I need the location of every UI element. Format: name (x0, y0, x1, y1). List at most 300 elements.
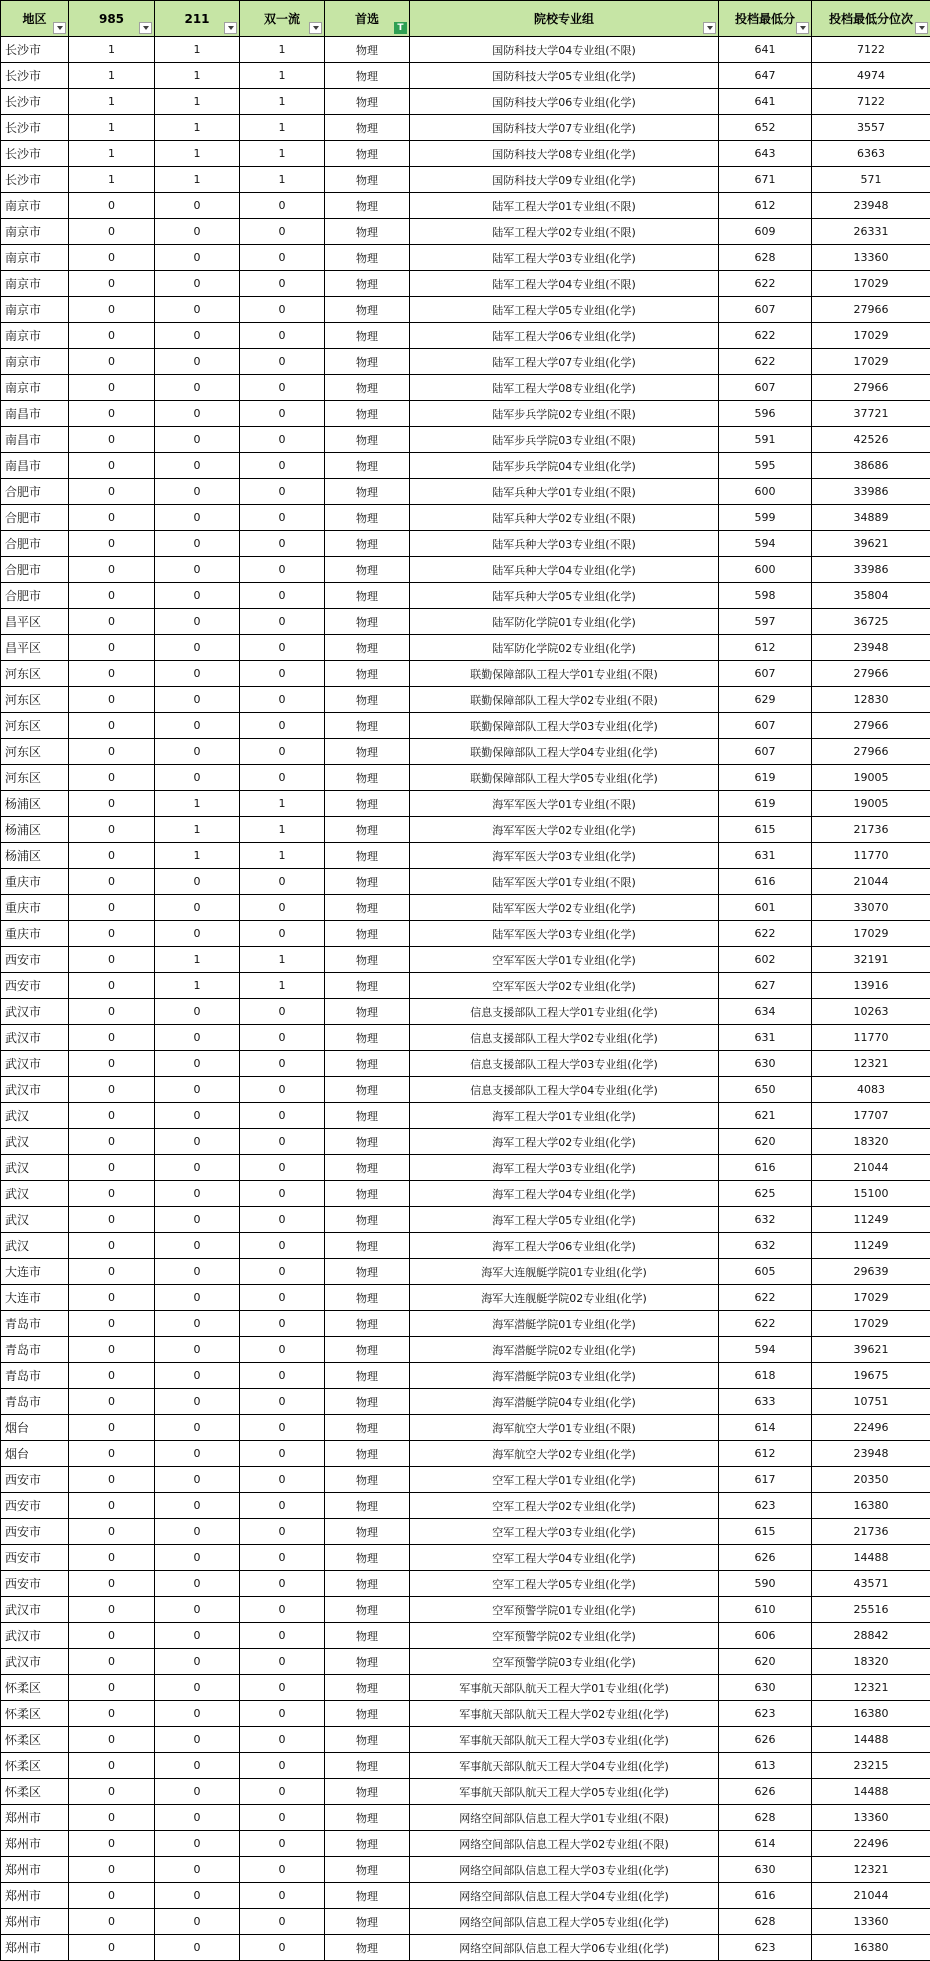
cell-region[interactable]: 大连市 (1, 1285, 69, 1311)
cell-min-score[interactable]: 607 (719, 661, 812, 687)
cell-program-group[interactable]: 海军大连舰艇学院01专业组(化学) (410, 1259, 719, 1285)
cell-program-group[interactable]: 军事航天部队航天工程大学04专业组(化学) (410, 1753, 719, 1779)
cell-985[interactable]: 0 (69, 1753, 155, 1779)
cell-program-group[interactable]: 陆军军医大学03专业组(化学) (410, 921, 719, 947)
cell-min-score[interactable]: 597 (719, 609, 812, 635)
cell-min-score[interactable]: 632 (719, 1233, 812, 1259)
cell-985[interactable]: 0 (69, 531, 155, 557)
cell-min-score[interactable]: 641 (719, 89, 812, 115)
cell-min-score[interactable]: 590 (719, 1571, 812, 1597)
cell-min-rank[interactable]: 25516 (812, 1597, 930, 1623)
cell-211[interactable]: 0 (155, 1519, 240, 1545)
cell-211[interactable]: 0 (155, 505, 240, 531)
cell-region[interactable]: 青岛市 (1, 1389, 69, 1415)
cell-program-group[interactable]: 联勤保障部队工程大学04专业组(化学) (410, 739, 719, 765)
cell-211[interactable]: 0 (155, 583, 240, 609)
cell-region[interactable]: 长沙市 (1, 115, 69, 141)
cell-985[interactable]: 0 (69, 1935, 155, 1961)
cell-min-rank[interactable]: 27966 (812, 297, 930, 323)
cell-double-first-class[interactable]: 0 (240, 297, 325, 323)
cell-double-first-class[interactable]: 0 (240, 1779, 325, 1805)
cell-double-first-class[interactable]: 0 (240, 1207, 325, 1233)
cell-211[interactable]: 0 (155, 1597, 240, 1623)
cell-first-subject[interactable]: 物理 (325, 1675, 410, 1701)
cell-985[interactable]: 0 (69, 479, 155, 505)
cell-region[interactable]: 长沙市 (1, 141, 69, 167)
cell-985[interactable]: 0 (69, 973, 155, 999)
cell-program-group[interactable]: 陆军兵种大学02专业组(不限) (410, 505, 719, 531)
cell-211[interactable]: 0 (155, 1935, 240, 1961)
cell-program-group[interactable]: 陆军防化学院02专业组(化学) (410, 635, 719, 661)
cell-double-first-class[interactable]: 1 (240, 167, 325, 193)
cell-first-subject[interactable]: 物理 (325, 219, 410, 245)
cell-program-group[interactable]: 海军军医大学01专业组(不限) (410, 791, 719, 817)
cell-211[interactable]: 1 (155, 791, 240, 817)
cell-double-first-class[interactable]: 1 (240, 947, 325, 973)
cell-double-first-class[interactable]: 0 (240, 609, 325, 635)
cell-region[interactable]: 武汉市 (1, 1597, 69, 1623)
cell-program-group[interactable]: 陆军工程大学08专业组(化学) (410, 375, 719, 401)
cell-211[interactable]: 0 (155, 1337, 240, 1363)
cell-min-score[interactable]: 622 (719, 921, 812, 947)
cell-985[interactable]: 0 (69, 583, 155, 609)
cell-min-rank[interactable]: 13360 (812, 1909, 930, 1935)
cell-first-subject[interactable]: 物理 (325, 765, 410, 791)
cell-double-first-class[interactable]: 0 (240, 1467, 325, 1493)
cell-region[interactable]: 武汉 (1, 1181, 69, 1207)
cell-program-group[interactable]: 空军工程大学03专业组(化学) (410, 1519, 719, 1545)
cell-211[interactable]: 0 (155, 349, 240, 375)
cell-double-first-class[interactable]: 0 (240, 531, 325, 557)
cell-region[interactable]: 郑州市 (1, 1883, 69, 1909)
cell-double-first-class[interactable]: 0 (240, 1103, 325, 1129)
cell-min-score[interactable]: 612 (719, 193, 812, 219)
cell-program-group[interactable]: 海军工程大学04专业组(化学) (410, 1181, 719, 1207)
cell-program-group[interactable]: 陆军步兵学院04专业组(化学) (410, 453, 719, 479)
cell-region[interactable]: 西安市 (1, 1571, 69, 1597)
cell-min-score[interactable]: 622 (719, 349, 812, 375)
cell-min-rank[interactable]: 35804 (812, 583, 930, 609)
cell-211[interactable]: 0 (155, 375, 240, 401)
cell-211[interactable]: 0 (155, 297, 240, 323)
cell-min-score[interactable]: 609 (719, 219, 812, 245)
cell-program-group[interactable]: 陆军工程大学05专业组(化学) (410, 297, 719, 323)
cell-program-group[interactable]: 联勤保障部队工程大学03专业组(化学) (410, 713, 719, 739)
cell-first-subject[interactable]: 物理 (325, 1545, 410, 1571)
cell-211[interactable]: 0 (155, 1727, 240, 1753)
cell-first-subject[interactable]: 物理 (325, 1493, 410, 1519)
cell-first-subject[interactable]: 物理 (325, 1389, 410, 1415)
cell-region[interactable]: 西安市 (1, 1545, 69, 1571)
cell-program-group[interactable]: 海军军医大学03专业组(化学) (410, 843, 719, 869)
cell-min-score[interactable]: 606 (719, 1623, 812, 1649)
cell-min-score[interactable]: 641 (719, 37, 812, 63)
cell-985[interactable]: 0 (69, 1701, 155, 1727)
cell-program-group[interactable]: 信息支援部队工程大学01专业组(化学) (410, 999, 719, 1025)
cell-985[interactable]: 0 (69, 1727, 155, 1753)
cell-985[interactable]: 0 (69, 245, 155, 271)
cell-region[interactable]: 武汉市 (1, 1623, 69, 1649)
cell-985[interactable]: 0 (69, 947, 155, 973)
cell-985[interactable]: 0 (69, 661, 155, 687)
cell-region[interactable]: 河东区 (1, 687, 69, 713)
cell-211[interactable]: 0 (155, 609, 240, 635)
cell-program-group[interactable]: 海军工程大学01专业组(化学) (410, 1103, 719, 1129)
cell-double-first-class[interactable]: 0 (240, 661, 325, 687)
cell-985[interactable]: 0 (69, 791, 155, 817)
cell-211[interactable]: 0 (155, 1649, 240, 1675)
cell-double-first-class[interactable]: 0 (240, 1701, 325, 1727)
cell-985[interactable]: 1 (69, 89, 155, 115)
cell-first-subject[interactable]: 物理 (325, 921, 410, 947)
cell-min-score[interactable]: 650 (719, 1077, 812, 1103)
cell-211[interactable]: 0 (155, 1363, 240, 1389)
cell-min-rank[interactable]: 12830 (812, 687, 930, 713)
cell-first-subject[interactable]: 物理 (325, 739, 410, 765)
cell-min-score[interactable]: 620 (719, 1129, 812, 1155)
cell-min-score[interactable]: 619 (719, 765, 812, 791)
cell-211[interactable]: 1 (155, 167, 240, 193)
cell-program-group[interactable]: 联勤保障部队工程大学02专业组(不限) (410, 687, 719, 713)
filter-active-icon[interactable] (394, 22, 407, 34)
cell-min-rank[interactable]: 19005 (812, 765, 930, 791)
cell-min-rank[interactable]: 7122 (812, 37, 930, 63)
cell-min-rank[interactable]: 13360 (812, 245, 930, 271)
cell-program-group[interactable]: 空军工程大学02专业组(化学) (410, 1493, 719, 1519)
cell-min-rank[interactable]: 17029 (812, 1311, 930, 1337)
cell-region[interactable]: 西安市 (1, 1467, 69, 1493)
cell-min-score[interactable]: 607 (719, 297, 812, 323)
cell-211[interactable]: 0 (155, 1311, 240, 1337)
cell-double-first-class[interactable]: 1 (240, 843, 325, 869)
cell-min-rank[interactable]: 14488 (812, 1545, 930, 1571)
cell-985[interactable]: 0 (69, 1493, 155, 1519)
cell-program-group[interactable]: 陆军兵种大学01专业组(不限) (410, 479, 719, 505)
cell-211[interactable]: 0 (155, 1701, 240, 1727)
cell-region[interactable]: 西安市 (1, 947, 69, 973)
cell-first-subject[interactable]: 物理 (325, 1467, 410, 1493)
cell-211[interactable]: 1 (155, 115, 240, 141)
cell-first-subject[interactable]: 物理 (325, 297, 410, 323)
cell-first-subject[interactable]: 物理 (325, 245, 410, 271)
cell-211[interactable]: 1 (155, 843, 240, 869)
cell-min-score[interactable]: 615 (719, 1519, 812, 1545)
cell-first-subject[interactable]: 物理 (325, 661, 410, 687)
cell-min-rank[interactable]: 18320 (812, 1129, 930, 1155)
cell-min-score[interactable]: 601 (719, 895, 812, 921)
cell-double-first-class[interactable]: 0 (240, 1129, 325, 1155)
cell-211[interactable]: 1 (155, 89, 240, 115)
cell-double-first-class[interactable]: 0 (240, 1727, 325, 1753)
cell-985[interactable]: 0 (69, 1415, 155, 1441)
cell-program-group[interactable]: 网络空间部队信息工程大学02专业组(不限) (410, 1831, 719, 1857)
cell-985[interactable]: 0 (69, 1155, 155, 1181)
cell-985[interactable]: 0 (69, 401, 155, 427)
cell-min-score[interactable]: 616 (719, 1155, 812, 1181)
cell-first-subject[interactable]: 物理 (325, 1025, 410, 1051)
cell-region[interactable]: 武汉市 (1, 1025, 69, 1051)
cell-min-score[interactable]: 602 (719, 947, 812, 973)
filter-dropdown-icon[interactable] (53, 22, 66, 34)
cell-min-rank[interactable]: 12321 (812, 1857, 930, 1883)
cell-first-subject[interactable]: 物理 (325, 375, 410, 401)
cell-min-rank[interactable]: 33986 (812, 557, 930, 583)
cell-double-first-class[interactable]: 0 (240, 453, 325, 479)
cell-985[interactable]: 0 (69, 713, 155, 739)
cell-first-subject[interactable]: 物理 (325, 1623, 410, 1649)
cell-min-score[interactable]: 598 (719, 583, 812, 609)
cell-min-score[interactable]: 616 (719, 1883, 812, 1909)
cell-211[interactable]: 0 (155, 999, 240, 1025)
cell-min-rank[interactable]: 6363 (812, 141, 930, 167)
cell-min-rank[interactable]: 14488 (812, 1727, 930, 1753)
cell-double-first-class[interactable]: 0 (240, 1831, 325, 1857)
cell-min-score[interactable]: 622 (719, 271, 812, 297)
cell-min-rank[interactable]: 42526 (812, 427, 930, 453)
cell-double-first-class[interactable]: 0 (240, 1857, 325, 1883)
cell-min-rank[interactable]: 12321 (812, 1675, 930, 1701)
cell-211[interactable]: 1 (155, 63, 240, 89)
cell-first-subject[interactable]: 物理 (325, 479, 410, 505)
cell-min-rank[interactable]: 16380 (812, 1701, 930, 1727)
cell-211[interactable]: 0 (155, 1909, 240, 1935)
cell-double-first-class[interactable]: 0 (240, 401, 325, 427)
cell-region[interactable]: 重庆市 (1, 895, 69, 921)
cell-program-group[interactable]: 网络空间部队信息工程大学04专业组(化学) (410, 1883, 719, 1909)
cell-min-rank[interactable]: 21736 (812, 1519, 930, 1545)
cell-region[interactable]: 烟台 (1, 1415, 69, 1441)
cell-min-rank[interactable]: 4974 (812, 63, 930, 89)
cell-985[interactable]: 0 (69, 1077, 155, 1103)
cell-program-group[interactable]: 陆军工程大学04专业组(不限) (410, 271, 719, 297)
cell-985[interactable]: 0 (69, 1831, 155, 1857)
cell-first-subject[interactable]: 物理 (325, 1935, 410, 1961)
cell-region[interactable]: 合肥市 (1, 505, 69, 531)
cell-program-group[interactable]: 海军大连舰艇学院02专业组(化学) (410, 1285, 719, 1311)
cell-program-group[interactable]: 国防科技大学08专业组(化学) (410, 141, 719, 167)
cell-211[interactable]: 0 (155, 687, 240, 713)
cell-program-group[interactable]: 网络空间部队信息工程大学06专业组(化学) (410, 1935, 719, 1961)
cell-985[interactable]: 0 (69, 1857, 155, 1883)
cell-min-rank[interactable]: 7122 (812, 89, 930, 115)
cell-program-group[interactable]: 国防科技大学05专业组(化学) (410, 63, 719, 89)
cell-first-subject[interactable]: 物理 (325, 1077, 410, 1103)
cell-double-first-class[interactable]: 0 (240, 219, 325, 245)
cell-program-group[interactable]: 陆军步兵学院03专业组(不限) (410, 427, 719, 453)
cell-min-rank[interactable]: 20350 (812, 1467, 930, 1493)
cell-211[interactable]: 0 (155, 635, 240, 661)
cell-min-score[interactable]: 623 (719, 1935, 812, 1961)
cell-region[interactable]: 长沙市 (1, 89, 69, 115)
cell-first-subject[interactable]: 物理 (325, 271, 410, 297)
cell-region[interactable]: 昌平区 (1, 635, 69, 661)
cell-211[interactable]: 0 (155, 869, 240, 895)
cell-min-rank[interactable]: 21044 (812, 1883, 930, 1909)
cell-min-score[interactable]: 619 (719, 791, 812, 817)
cell-min-score[interactable]: 612 (719, 1441, 812, 1467)
cell-211[interactable]: 0 (155, 895, 240, 921)
cell-program-group[interactable]: 空军预警学院02专业组(化学) (410, 1623, 719, 1649)
cell-program-group[interactable]: 国防科技大学07专业组(化学) (410, 115, 719, 141)
cell-min-rank[interactable]: 21044 (812, 869, 930, 895)
cell-985[interactable]: 0 (69, 687, 155, 713)
cell-region[interactable]: 南昌市 (1, 427, 69, 453)
cell-double-first-class[interactable]: 1 (240, 973, 325, 999)
cell-min-score[interactable]: 623 (719, 1493, 812, 1519)
cell-min-score[interactable]: 613 (719, 1753, 812, 1779)
cell-region[interactable]: 郑州市 (1, 1805, 69, 1831)
cell-211[interactable]: 0 (155, 1129, 240, 1155)
cell-211[interactable]: 0 (155, 739, 240, 765)
cell-first-subject[interactable]: 物理 (325, 1103, 410, 1129)
cell-double-first-class[interactable]: 0 (240, 375, 325, 401)
cell-first-subject[interactable]: 物理 (325, 1129, 410, 1155)
cell-first-subject[interactable]: 物理 (325, 1155, 410, 1181)
cell-min-score[interactable]: 634 (719, 999, 812, 1025)
cell-min-rank[interactable]: 10263 (812, 999, 930, 1025)
cell-region[interactable]: 河东区 (1, 765, 69, 791)
cell-min-rank[interactable]: 11770 (812, 1025, 930, 1051)
cell-min-rank[interactable]: 11249 (812, 1233, 930, 1259)
cell-double-first-class[interactable]: 0 (240, 583, 325, 609)
cell-program-group[interactable]: 陆军步兵学院02专业组(不限) (410, 401, 719, 427)
cell-211[interactable]: 0 (155, 1467, 240, 1493)
cell-985[interactable]: 0 (69, 427, 155, 453)
cell-program-group[interactable]: 陆军兵种大学03专业组(不限) (410, 531, 719, 557)
cell-211[interactable]: 0 (155, 1025, 240, 1051)
cell-min-rank[interactable]: 15100 (812, 1181, 930, 1207)
cell-program-group[interactable]: 陆军工程大学03专业组(化学) (410, 245, 719, 271)
cell-211[interactable]: 1 (155, 947, 240, 973)
cell-211[interactable]: 0 (155, 1051, 240, 1077)
cell-double-first-class[interactable]: 1 (240, 37, 325, 63)
cell-211[interactable]: 0 (155, 1155, 240, 1181)
cell-region[interactable]: 河东区 (1, 661, 69, 687)
cell-min-rank[interactable]: 21736 (812, 817, 930, 843)
cell-first-subject[interactable]: 物理 (325, 791, 410, 817)
cell-985[interactable]: 0 (69, 1909, 155, 1935)
cell-first-subject[interactable]: 物理 (325, 713, 410, 739)
cell-min-score[interactable]: 633 (719, 1389, 812, 1415)
cell-985[interactable]: 0 (69, 1389, 155, 1415)
cell-min-score[interactable]: 671 (719, 167, 812, 193)
cell-double-first-class[interactable]: 0 (240, 1441, 325, 1467)
cell-min-score[interactable]: 595 (719, 453, 812, 479)
cell-985[interactable]: 0 (69, 1649, 155, 1675)
cell-double-first-class[interactable]: 1 (240, 141, 325, 167)
cell-first-subject[interactable]: 物理 (325, 583, 410, 609)
cell-double-first-class[interactable]: 0 (240, 1519, 325, 1545)
cell-211[interactable]: 1 (155, 817, 240, 843)
cell-first-subject[interactable]: 物理 (325, 323, 410, 349)
cell-region[interactable]: 大连市 (1, 1259, 69, 1285)
cell-double-first-class[interactable]: 0 (240, 323, 325, 349)
cell-211[interactable]: 0 (155, 1571, 240, 1597)
cell-first-subject[interactable]: 物理 (325, 1909, 410, 1935)
cell-first-subject[interactable]: 物理 (325, 1363, 410, 1389)
cell-min-score[interactable]: 626 (719, 1727, 812, 1753)
cell-985[interactable]: 0 (69, 1025, 155, 1051)
cell-program-group[interactable]: 海军潜艇学院01专业组(化学) (410, 1311, 719, 1337)
cell-double-first-class[interactable]: 0 (240, 765, 325, 791)
cell-region[interactable]: 重庆市 (1, 869, 69, 895)
cell-region[interactable]: 南昌市 (1, 453, 69, 479)
cell-985[interactable]: 0 (69, 1181, 155, 1207)
cell-min-rank[interactable]: 27966 (812, 661, 930, 687)
cell-211[interactable]: 1 (155, 141, 240, 167)
cell-211[interactable]: 0 (155, 531, 240, 557)
cell-min-score[interactable]: 643 (719, 141, 812, 167)
cell-985[interactable]: 0 (69, 1051, 155, 1077)
cell-first-subject[interactable]: 物理 (325, 115, 410, 141)
cell-min-rank[interactable]: 17029 (812, 271, 930, 297)
cell-program-group[interactable]: 军事航天部队航天工程大学01专业组(化学) (410, 1675, 719, 1701)
cell-min-score[interactable]: 631 (719, 843, 812, 869)
cell-min-rank[interactable]: 13916 (812, 973, 930, 999)
cell-region[interactable]: 长沙市 (1, 37, 69, 63)
cell-first-subject[interactable]: 物理 (325, 63, 410, 89)
cell-min-score[interactable]: 622 (719, 323, 812, 349)
cell-min-rank[interactable]: 18320 (812, 1649, 930, 1675)
cell-min-rank[interactable]: 36725 (812, 609, 930, 635)
cell-min-score[interactable]: 614 (719, 1415, 812, 1441)
cell-first-subject[interactable]: 物理 (325, 141, 410, 167)
cell-double-first-class[interactable]: 0 (240, 271, 325, 297)
cell-region[interactable]: 怀柔区 (1, 1675, 69, 1701)
cell-min-rank[interactable]: 13360 (812, 1805, 930, 1831)
cell-program-group[interactable]: 陆军军医大学02专业组(化学) (410, 895, 719, 921)
cell-first-subject[interactable]: 物理 (325, 349, 410, 375)
cell-min-score[interactable]: 622 (719, 1285, 812, 1311)
cell-985[interactable]: 0 (69, 1103, 155, 1129)
cell-double-first-class[interactable]: 0 (240, 895, 325, 921)
cell-985[interactable]: 0 (69, 1311, 155, 1337)
cell-region[interactable]: 青岛市 (1, 1337, 69, 1363)
cell-min-score[interactable]: 607 (719, 739, 812, 765)
cell-double-first-class[interactable]: 0 (240, 1233, 325, 1259)
cell-min-score[interactable]: 625 (719, 1181, 812, 1207)
cell-double-first-class[interactable]: 1 (240, 817, 325, 843)
cell-program-group[interactable]: 军事航天部队航天工程大学03专业组(化学) (410, 1727, 719, 1753)
cell-985[interactable]: 1 (69, 141, 155, 167)
cell-211[interactable]: 0 (155, 1883, 240, 1909)
cell-first-subject[interactable]: 物理 (325, 1597, 410, 1623)
cell-min-rank[interactable]: 571 (812, 167, 930, 193)
cell-program-group[interactable]: 陆军兵种大学04专业组(化学) (410, 557, 719, 583)
cell-region[interactable]: 杨浦区 (1, 817, 69, 843)
cell-first-subject[interactable]: 物理 (325, 1727, 410, 1753)
cell-985[interactable]: 0 (69, 297, 155, 323)
cell-985[interactable]: 0 (69, 999, 155, 1025)
cell-985[interactable]: 0 (69, 1467, 155, 1493)
cell-min-score[interactable]: 628 (719, 245, 812, 271)
cell-985[interactable]: 0 (69, 1207, 155, 1233)
cell-985[interactable]: 0 (69, 1285, 155, 1311)
cell-min-score[interactable]: 622 (719, 1311, 812, 1337)
cell-region[interactable]: 武汉市 (1, 1051, 69, 1077)
filter-dropdown-icon[interactable] (703, 22, 716, 34)
cell-program-group[interactable]: 陆军工程大学02专业组(不限) (410, 219, 719, 245)
cell-first-subject[interactable]: 物理 (325, 817, 410, 843)
cell-min-rank[interactable]: 22496 (812, 1831, 930, 1857)
cell-first-subject[interactable]: 物理 (325, 1883, 410, 1909)
cell-first-subject[interactable]: 物理 (325, 167, 410, 193)
cell-min-rank[interactable]: 16380 (812, 1935, 930, 1961)
cell-min-score[interactable]: 614 (719, 1831, 812, 1857)
cell-985[interactable]: 0 (69, 1597, 155, 1623)
cell-program-group[interactable]: 海军军医大学02专业组(化学) (410, 817, 719, 843)
cell-985[interactable]: 0 (69, 323, 155, 349)
